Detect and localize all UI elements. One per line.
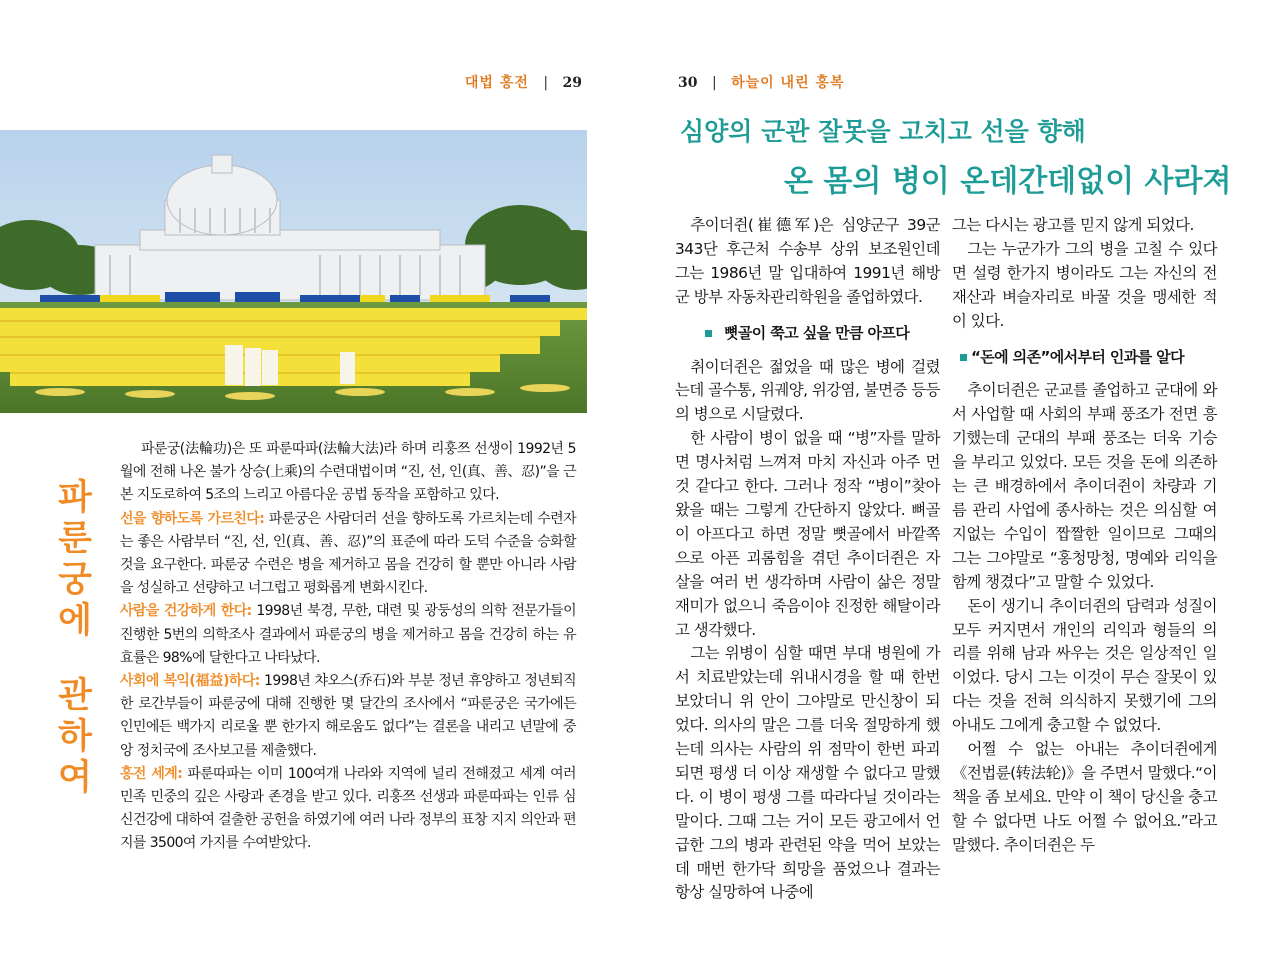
- vertical-title-char: 에: [58, 601, 92, 641]
- intro-paragraph: [120, 600, 576, 670]
- page-number-left: 29: [562, 75, 582, 91]
- square-bullet-icon: [705, 330, 712, 337]
- subheading-text: “돈에 의존”에서부터 인과를 알다: [971, 347, 1184, 366]
- article-paragraph: 어쩔 수 없는 아내는 추이더쥔에게 《전법륜(转法轮)》을 주면서 말했다.“이 책을 좀 보세요. 만약 이 책이 당신을 충고할 수 없다면 나도 어쩔 수 없어요.”라고 말했다. 추이더쥔은 두: [952, 740, 1218, 854]
- article-title-line2: 온 몸의 병이 온데간데없이 사라져: [784, 164, 1232, 199]
- article-column-1: [675, 214, 940, 905]
- vertical-title-char: 관: [58, 676, 92, 716]
- article-title-line1: 심양의 군관 잘못을 고치고 선을 향해: [680, 117, 1086, 146]
- page-number-right: 30: [678, 75, 698, 91]
- intro-heading: 선을 향하도록 가르친다:: [120, 510, 265, 527]
- page-header-left: [465, 72, 582, 92]
- article-column-2: [952, 214, 1217, 858]
- falun-gong-intro: [120, 438, 576, 856]
- article-paragraph: 돈이 생기니 추이더쥔의 담력과 성질이 모두 커지면서 개인의 리익과 형들의 의리를 위해 남과 싸우는 것은 일상적인 일이었다. 당시 그는 이것이 무슨 잘못이 있다는 것을 전혀 의식하지 못했기에 그의 아내도 그에게 충고할 수 없었다.: [952, 596, 1217, 735]
- section-vertical-title: [48, 478, 102, 799]
- intro-paragraph: [120, 508, 576, 601]
- article-paragraph: 그는 다시는 광고를 믿지 않게 되었다.: [952, 216, 1194, 234]
- square-bullet-icon: [960, 354, 967, 361]
- article-paragraph: 취이더쥔은 젊었을 때 많은 병에 걸렸는데 골수통, 위궤양, 위강염, 불면증 등등의 병으로 시달렸다.: [675, 357, 941, 424]
- header-separator: |: [543, 75, 549, 91]
- header-separator: |: [711, 75, 717, 91]
- article-paragraph: 한 사람이 병이 없을 때 “병”자를 말하면 명사처럼 느껴져 마치 자신과 아주 먼 것 같다고 한다. 그러나 정작 “병이”찾아왔을 때는 그렇게 간단하지 않았다. 뼈골이 아프다고 하면 정말 뼛골에서 바깥쪽으로 아픈 괴롬힘을 겪던 추이더쥔은 자살을 여러 번 생각하며 사람이 삶은 정말 재미가 없으니 죽음이야 진정한 해탈이라고 생각했다.: [675, 429, 940, 639]
- article-paragraph: 그는 위병이 심할 때면 부대 병원에 가서 치료받았는데 위내시경을 할 때 한번 보았더니 위 안이 그야말로 만신창이 되었다. 의사의 말은 그를 더욱 절망하게 했는데 의사는 사람의 위 점막이 한번 파괴되면 평생 더 이상 재생할 수 없다고 말했다. 이 병이 평생 그를 따라다닐 것이라는 말이다. 그때 그는 거이 모든 광고에서 언급한 그의 병과 관련된 약을 먹어 보았는데 매번 한가닥 희망을 품었으나 결과는 항상 실망하여 나중에: [675, 644, 940, 902]
- article-subheading: [952, 346, 1217, 370]
- vertical-title-char: 궁: [58, 560, 92, 600]
- intro-heading: 사회에 복익(福益)하다:: [120, 673, 260, 690]
- intro-heading: 사람을 건강하게 한다:: [120, 603, 252, 620]
- intro-text: 파룬따파는 이미 100여개 나라와 지역에 널리 전해졌고 세계 여러 민족 민중의 깊은 사랑과 존경을 받고 있다. 리훙쯔 선생과 파룬따파는 인류 심신건강에 대하여 걸출한 공헌을 하였기에 여러 나라 정부의 표창 지지 의안과 편지를 3500여 가지를 수여받았다.: [120, 765, 576, 852]
- article-paragraph: 추이더쥔(崔德军)은 심양군구 39군 343단 후근처 수송부 상위 보조원인데 그는 1986년 말 입대하여 1991년 해방군 방부 자동차관리학원을 졸업하였다.: [675, 216, 940, 306]
- page-header-right: [678, 72, 845, 92]
- article-paragraph: 추이더쥔은 군교를 졸업하고 군대에 와서 사업할 때 사회의 부패 풍조가 전면 흥기했는데 군대의 부패 풍조는 더욱 기승을 부리고 있었다. 모든 것을 돈에 의존하는 큰 배경하에서 추이더쥔이 차량과 기름 관리 사업에 종사하는 것은 의심할 여지없는 수입이 짭짤한 일이므로 그때의 그는 그야말로 “홍청망청, 명예와 리익을 함께 챙겼다”고 말할 수 있었다.: [952, 381, 1217, 591]
- intro-paragraph: [120, 670, 576, 763]
- capitol-practice-photo: [0, 130, 587, 413]
- subheading-text: 뼛골이 쭉고 싶을 만큼 아프다: [724, 323, 910, 342]
- running-title-right: 하늘이 내린 홍복: [731, 75, 845, 91]
- intro-text: 파룬궁은 사람더러 선을 향하도록 가르치는데 수련자는 좋은 사람부터 “진, 선, 인(真、善、忍)”의 표준에 따라 도덕 수준을 승화할 것을 요구한다. 파룬궁 수련은 병을 제거하고 몸을 건강히 할 뿐만 아니라 사람을 성실하고 선량하고 너그럽고 평화롭게 변화시킨다.: [120, 510, 576, 597]
- vertical-title-char: 룬: [58, 519, 92, 559]
- intro-paragraph: 파룬궁(法輪功)은 또 파룬따파(法輪大法)라 하며 리훙쯔 선생이 1992년 5월에 전해 나온 불가 상승(上乘)의 수련대법이며 “진, 선, 인(真、善、忍)”을 근본 지도로하여 5조의 느리고 아름다운 공법 동작을 포함하고 있다.: [120, 441, 576, 504]
- intro-text: 1998년 챠오스(乔石)와 부분 정년 휴양하고 정년퇴직한 로간부들이 파룬궁에 대해 진행한 몇 달간의 조사에서 “파룬궁은 국가에든 인민에든 백가지 리로울 뿐 한가지 해로움도 없다”는 결론을 내리고 년말에 중앙 정치국에 조사보고를 제출했다.: [120, 673, 577, 759]
- article-paragraph: 그는 누군가가 그의 병을 고칠 수 있다면 설령 한가지 병이라도 그는 자신의 전재산과 벼슬자리로 바꿀 것을 맹세한 적이 있다.: [952, 239, 1217, 330]
- intro-paragraph: [120, 763, 576, 856]
- article-subheading: [675, 322, 940, 346]
- intro-text: 1998년 북경, 무한, 대련 및 광둥성의 의학 전문가들이 진행한 5번의 의학조사 결과에서 파룬궁의 병을 제거하고 몸을 건강히 하는 유효률은 98%에 달한다고 나타났다.: [120, 603, 576, 666]
- vertical-title-char: 하: [58, 717, 92, 757]
- vertical-title-char: 파: [58, 478, 92, 518]
- running-title-left: 대법 홍전: [464, 75, 529, 91]
- intro-heading: 홍전 세계:: [120, 765, 183, 782]
- vertical-title-char: 여: [58, 758, 92, 798]
